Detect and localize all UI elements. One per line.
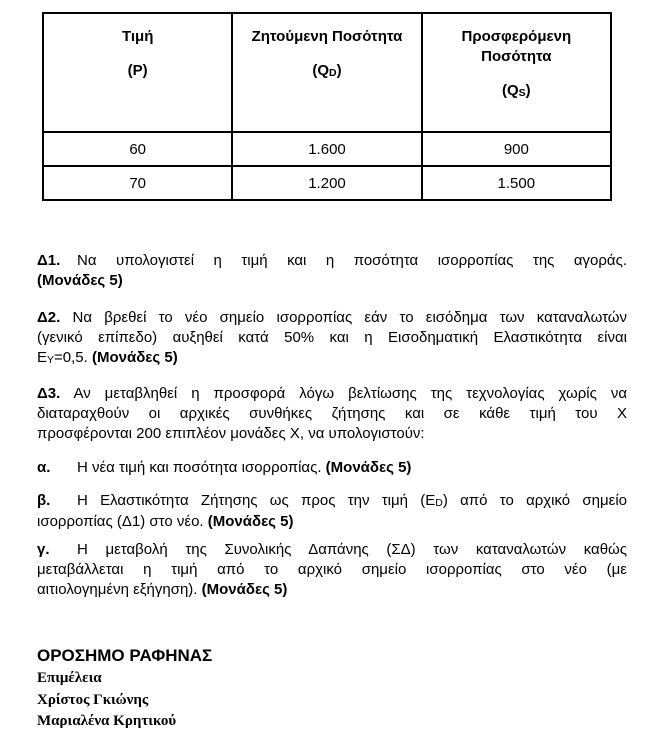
column-header xyxy=(422,13,611,132)
plain-text: Να υπολογιστεί η τιμή και η ποσότητα ισορροπίας της αγοράς. xyxy=(77,252,627,269)
footer xyxy=(37,645,627,733)
text-line xyxy=(37,404,627,424)
table-cell: 1.500 xyxy=(422,166,611,200)
table-header xyxy=(43,13,611,132)
table-cell: 60 xyxy=(43,132,232,166)
plain-text: ισορροπίας (Δ1) στο νέο. xyxy=(37,513,208,530)
bold-text: γ. xyxy=(37,541,50,558)
symbol-subscript: D xyxy=(329,67,337,79)
question-d2 xyxy=(37,308,627,369)
text-line xyxy=(37,328,627,348)
plain-text: διαταραχθούν οι αρχικές συνθήκες ζήτησης και σε κάθε τιμή του Χ xyxy=(37,405,627,422)
symbol-subscript: S xyxy=(518,87,526,99)
column-header xyxy=(43,13,232,132)
column-title: Τιμή xyxy=(121,28,154,45)
footer-credits xyxy=(37,668,627,733)
table-cell: 1.600 xyxy=(232,132,421,166)
table-body xyxy=(43,132,611,200)
plain-text: αιτιολογημένη εξήγηση). xyxy=(37,581,202,598)
question-d1 xyxy=(37,251,627,291)
bold-text: Δ3. xyxy=(37,385,61,402)
bold-text: (Μονάδες 5) xyxy=(325,459,412,476)
footer-credit-line: Μαριαλένα Κρητικού xyxy=(37,713,177,729)
table-row xyxy=(43,166,611,200)
plain-text: Η νέα τιμή και ποσότητα ισορροπίας. xyxy=(77,459,326,476)
plain-text: ) από το αρχικό σημείο xyxy=(442,492,628,509)
price-quantity-table xyxy=(42,12,612,201)
table-cell: 900 xyxy=(422,132,611,166)
plain-text: Η μεταβολή της Συνολικής Δαπάνης (ΣΔ) των καταναλωτών καθώς xyxy=(77,541,627,558)
questions-section xyxy=(37,251,627,600)
table-cell: 1.200 xyxy=(232,166,421,200)
column-symbol: (P) xyxy=(127,62,148,79)
text-line xyxy=(37,308,627,328)
plain-text: προσφέρονται 200 επιπλέον μονάδες Χ, να υπολογιστούν: xyxy=(37,425,425,442)
question-d3-beta xyxy=(37,491,627,532)
text-line xyxy=(37,424,627,444)
footer-brand-title: ΟΡΟΣΗΜΟ ΡΑΦΗΝΑΣ xyxy=(37,646,213,665)
column-title: Προσφερόμενη Ποσότητα xyxy=(461,28,572,65)
text-line xyxy=(37,348,627,369)
column-header xyxy=(232,13,421,132)
question-d3-gamma xyxy=(37,540,627,600)
bold-text: (Μονάδες 5) xyxy=(91,349,178,366)
bold-text: β. xyxy=(37,492,51,509)
plain-text: μεταβάλλεται η τιμή από το αρχικό σημείο ισορροπίας στο νέο (με xyxy=(37,561,627,578)
text-line xyxy=(37,384,627,404)
footer-credit-line: Χρίστος Γκιώνης xyxy=(37,691,149,708)
question-d3 xyxy=(37,384,627,444)
plain-text: Η Ελαστικότητα Ζήτησης ως προς την τιμή (Ε xyxy=(77,492,436,509)
column-symbol: (QS) xyxy=(501,82,531,99)
plain-text: =0,5. xyxy=(54,349,92,366)
column-title: Ζητούμενη Ποσότητα xyxy=(251,28,403,45)
subscript-text: Υ xyxy=(47,354,55,366)
text-line xyxy=(37,491,627,512)
table-row xyxy=(43,132,611,166)
bold-text: (Μονάδες 5) xyxy=(201,581,288,598)
bold-text: Δ2. xyxy=(37,309,61,326)
text-line xyxy=(37,560,627,580)
text-line xyxy=(37,271,627,291)
table-cell: 70 xyxy=(43,166,232,200)
plain-text: (γενικό επίπεδο) αυξηθεί κατά 50% και η Εισοδηματική Ελαστικότητα είναι xyxy=(37,329,627,346)
bold-text: Δ1. xyxy=(37,252,61,269)
text-line xyxy=(37,512,627,532)
footer-credit-line: Επιμέλεια xyxy=(37,670,102,686)
plain-text: Αν μεταβληθεί η προσφορά λόγω βελτίωσης της τεχνολογίας χωρίς να xyxy=(60,385,627,402)
table-header-row xyxy=(43,13,611,132)
bold-text: (Μονάδες 5) xyxy=(37,272,123,289)
text-line xyxy=(37,251,627,271)
subscript-text: D xyxy=(435,497,443,509)
bold-text: (Μονάδες 5) xyxy=(207,513,294,530)
bold-text: α. xyxy=(37,459,51,476)
text-line xyxy=(37,580,627,600)
text-line xyxy=(37,540,627,560)
text-line xyxy=(37,458,627,478)
plain-text: Ε xyxy=(37,349,48,366)
plain-text: Να βρεθεί το νέο σημείο ισορροπίας εάν το εισόδημα των καταναλωτών xyxy=(60,309,627,326)
question-d3-alpha xyxy=(37,458,627,478)
column-symbol: (QD) xyxy=(312,62,342,79)
